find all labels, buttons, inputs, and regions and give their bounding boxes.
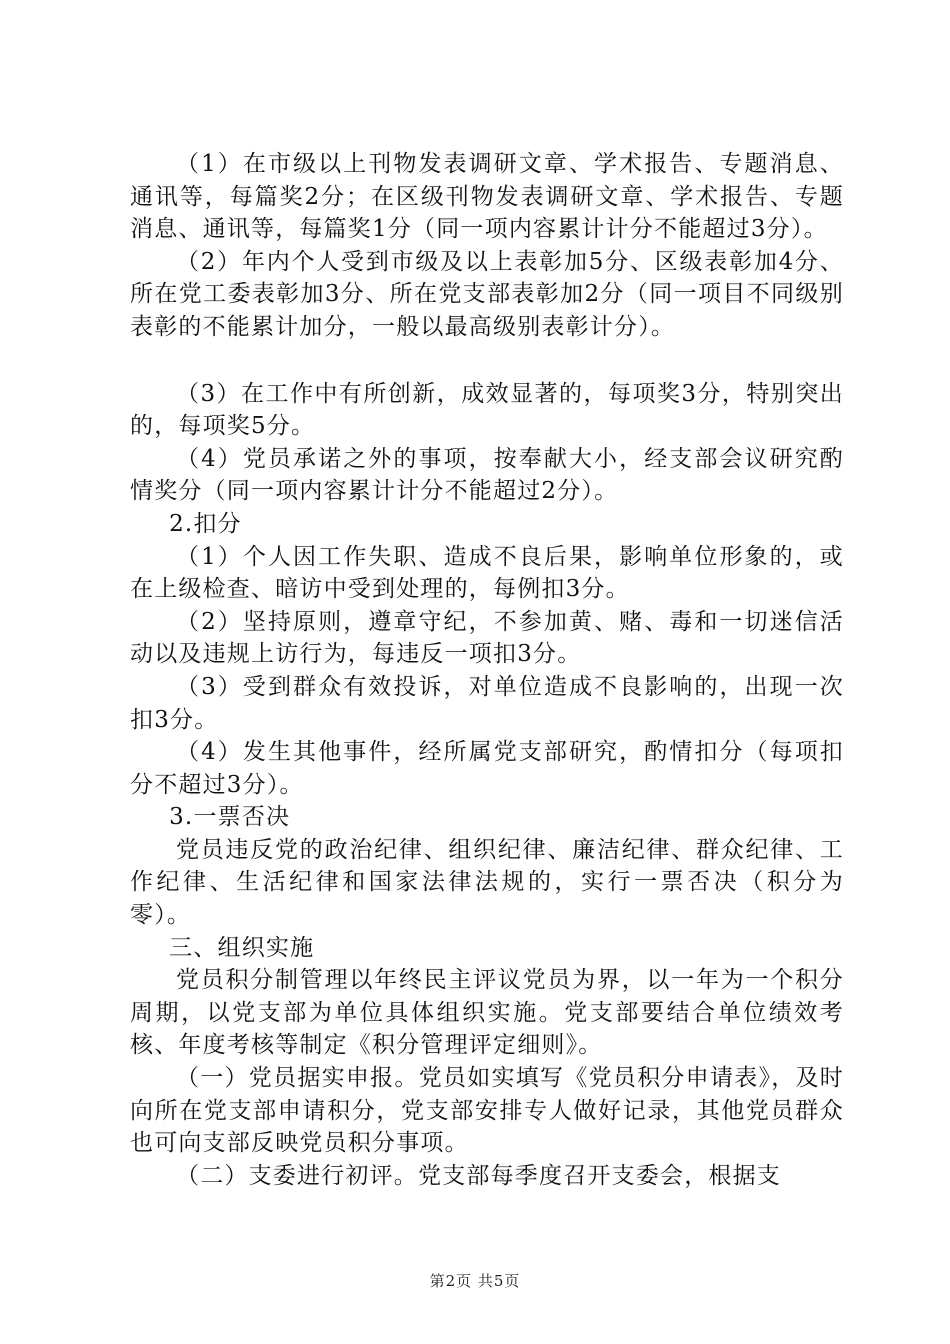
section-heading-deduction: 2.扣分 [169, 510, 242, 537]
section-heading-veto: 3.一票否决 [169, 804, 291, 831]
page-footer [0, 1270, 950, 1291]
paragraph-award-publication: （1）在市级以上刊物发表调研文章、学术报告、专题消息、通讯等，每篇奖2分；在区级刊物发表调研文章、学术报告、专题消息、通讯等，每篇奖1分（同一项内容累计计分不能超过3分）。 [130, 151, 844, 243]
paragraph-award-commitment: （4）党员承诺之外的事项，按奉献大小，经支部会议研究酌情奖分（同一项内容累计计分不能超过2分）。 [130, 445, 844, 505]
page-number: 第2页 共5页 [429, 1272, 521, 1290]
paragraph-deduction-other: （4）发生其他事件，经所属党支部研究，酌情扣分（每项扣分不超过3分）。 [130, 739, 844, 798]
paragraph-implementation: 党员积分制管理以年终民主评议党员为界，以一年为一个积分周期，以党支部为单位具体组织实施。党支部要结合单位绩效考核、年度考核等制定《积分管理评定细则》。 [130, 967, 844, 1059]
paragraph-deduction-negligence: （1）个人因工作失职、造成不良后果，影响单位形象的，或在上级检查、暗访中受到处理的，每例扣3分。 [130, 543, 844, 603]
paragraph-step-initial-review: （二）支委进行初评。党支部每季度召开支委会，根据支 [176, 1162, 781, 1189]
paragraph-deduction-complaint: （3）受到群众有效投诉，对单位造成不良影响的，出现一次扣3分。 [130, 673, 844, 733]
paragraph-veto: 党员违反党的政治纪律、组织纪律、廉洁纪律、群众纪律、工作纪律、生活纪律和国家法律法规的，实行一票否决（积分为零）。 [130, 836, 844, 929]
document-body [130, 148, 844, 1192]
paragraph-step-declaration: （一）党员据实申报。党员如实填写《党员积分申请表》，及时向所在党支部申请积分，党支部安排专人做好记录，其他党员群众也可向支部反映党员积分事项。 [130, 1065, 844, 1157]
section-heading-implementation: 三、组织实施 [169, 934, 315, 961]
paragraph-award-innovation: （3）在工作中有所创新，成效显著的，每项奖3分，特别突出的，每项奖5分。 [130, 380, 844, 440]
paragraph-award-commendation: （2）年内个人受到市级及以上表彰加5分、区级表彰加4分、所在党工委表彰加3分、所在党支部表彰加2分（同一项目不同级别表彰的不能累计加分，一般以最高级别表彰计分）。 [130, 248, 844, 340]
paragraph-deduction-discipline: （2）坚持原则，遵章守纪，不参加黄、赌、毒和一切迷信活动以及违规上访行为，每违反一项扣3分。 [130, 608, 844, 668]
